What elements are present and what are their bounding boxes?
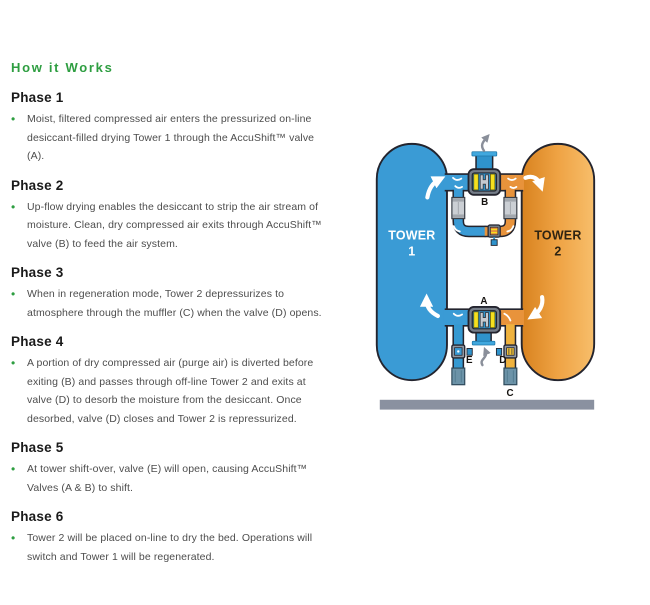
- phase-2-section: [11, 178, 323, 254]
- valve-b-assembly: [468, 169, 500, 195]
- inlet-air-arrow-icon: [482, 351, 486, 365]
- exhaust-air-arrow-icon: [482, 137, 487, 151]
- bullet-icon: •: [11, 199, 16, 214]
- phase-4-bullet-row: [11, 354, 323, 428]
- tower-1-name: TOWER: [388, 228, 436, 243]
- tower-2-name: TOWER: [534, 228, 582, 243]
- tower-1-number: 1: [408, 244, 416, 259]
- phase-2-text: Up-flow drying enables the desiccant to strip the air stream of moisture. Clean, dry compressed air exits through AccuShift™ valve (B) to feed the air system.: [27, 200, 322, 250]
- floor-bar: [380, 400, 594, 410]
- phase-2-bullet-row: [11, 198, 323, 254]
- bullet-icon: •: [11, 112, 16, 126]
- phase-1-section: [11, 90, 323, 166]
- phase-1-bullet-row: [11, 110, 323, 166]
- phase-4-section: [11, 334, 323, 428]
- phase-4-heading: Phase 4: [11, 334, 64, 349]
- phase-6-bullet-row: [11, 529, 323, 566]
- phase-6-text: Tower 2 will be placed on-line to dry the bed. Operations will switch and Tower 1 will be regenerated.: [27, 532, 313, 563]
- label-muffler-c: C: [506, 388, 514, 400]
- explanation-column: [11, 60, 323, 578]
- purge-adjustment-valve: [488, 225, 500, 245]
- label-valve-e: E: [465, 354, 473, 366]
- phase-6-heading: Phase 6: [11, 509, 64, 524]
- dryer-diagram-svg: [330, 125, 650, 510]
- check-valve-right: [504, 197, 517, 218]
- phase-3-section: [11, 265, 323, 322]
- label-valve-a: A: [480, 295, 488, 307]
- phase-4-text: A portion of dry compressed air (purge air) is diverted before exiting (B) and passes through off-line Tower 2 and exits at valve (D) to desorb the moisture from the desiccant. Once desorbed, valve (D) closes and Tower 2 is repressurized.: [27, 357, 314, 425]
- outlet-flange: [472, 152, 497, 156]
- air-inlet: [472, 329, 495, 365]
- page-title: How it Works: [11, 60, 114, 75]
- label-valve-d: D: [499, 354, 507, 366]
- bullet-icon: •: [11, 356, 16, 370]
- phase-1-text: Moist, filtered compressed air enters the pressurized on-line desiccant-filled drying Tower 1 through the AccuShift™ valve (A).: [27, 113, 315, 162]
- muffler-c: [504, 368, 517, 385]
- phase-3-heading: Phase 3: [11, 265, 64, 280]
- phase-3-text: When in regeneration mode, Tower 2 depressurizes to atmosphere through the muffler (C) when the valve (D) opens.: [27, 288, 322, 319]
- phase-5-section: [11, 440, 323, 497]
- bullet-icon: •: [11, 531, 16, 545]
- phase-3-bullet-row: [11, 285, 323, 322]
- phase-5-heading: Phase 5: [11, 440, 64, 455]
- phase-1-heading: Phase 1: [11, 90, 64, 105]
- air-outlet: [472, 137, 497, 172]
- bullet-icon: •: [11, 462, 16, 476]
- phase-5-bullet-row: [11, 460, 323, 497]
- dryer-diagram: [330, 125, 650, 510]
- phase-6-section: [11, 509, 323, 566]
- bullet-icon: •: [11, 287, 16, 301]
- inlet-flange: [472, 341, 495, 345]
- check-valve-left: [452, 197, 465, 218]
- tower-2-vessel: [522, 144, 594, 380]
- label-valve-b: B: [481, 197, 489, 209]
- muffler-left: [452, 368, 465, 385]
- valve-a-assembly: [468, 307, 500, 333]
- tower-2-number: 2: [554, 244, 562, 259]
- phase-2-heading: Phase 2: [11, 177, 64, 193]
- phase-5-text: At tower shift-over, valve (E) will open, causing AccuShift™ Valves (A & B) to shift.: [27, 463, 308, 494]
